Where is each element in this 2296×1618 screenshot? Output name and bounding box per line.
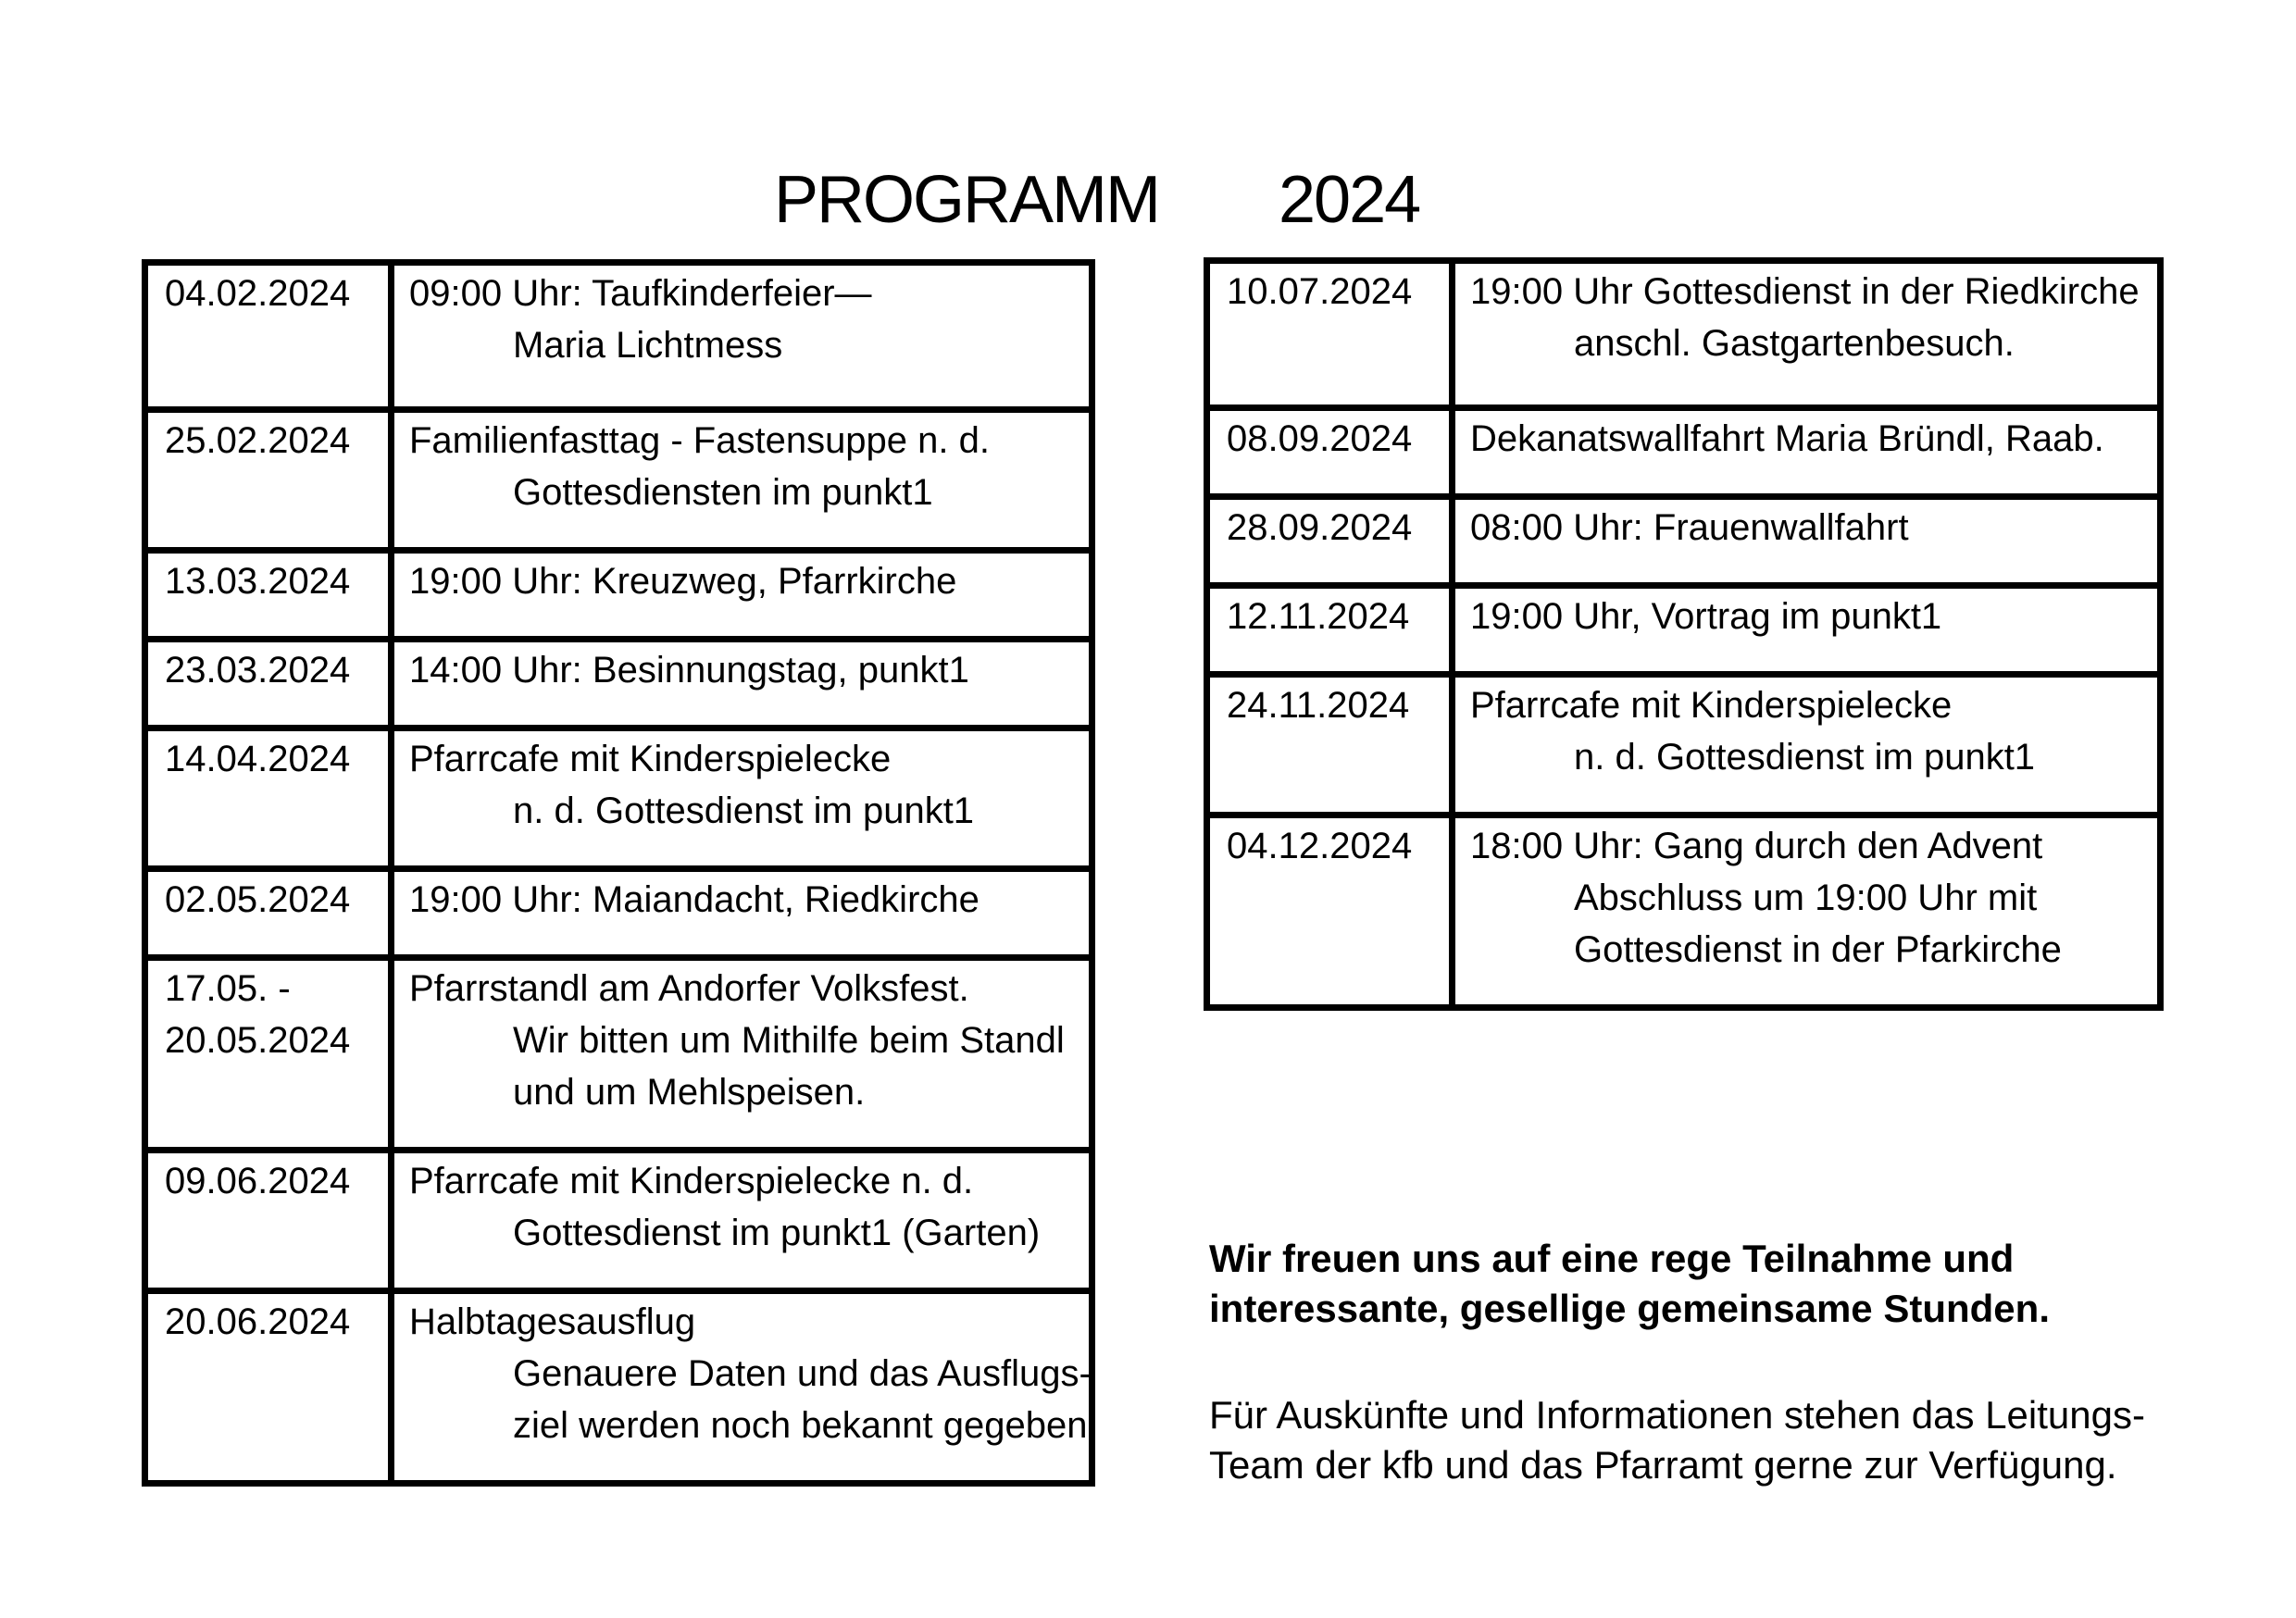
event-text: Wir bitten um Mithilfe beim Standl [513,1020,1065,1061]
date-cell [1210,264,1455,404]
event-cell [1455,500,2157,582]
date-text: 02.05.2024 [165,879,351,920]
event-text: anschl. Gastgartenbesuch. [1574,323,2015,364]
event-text: 19:00 Uhr: Maiandacht, Riedkirche [409,879,980,920]
schedule-table-first-half [142,259,1095,1487]
page-title-year: 2024 [1279,163,1420,237]
date-cell [148,961,394,1147]
date-text: 10.07.2024 [1227,271,1413,312]
date-text: 08.09.2024 [1227,418,1413,459]
event-cell [394,413,1089,547]
event-text: 19:00 Uhr: Kreuzweg, Pfarrkirche [409,561,957,602]
date-cell [148,266,394,406]
table-row [1210,264,2157,404]
event-cell [394,642,1089,725]
event-cell [394,872,1089,954]
event-text: Pfarrcafe mit Kinderspielecke n. d. [409,1161,974,1201]
date-text: 09.06.2024 [165,1161,351,1201]
event-text: 19:00 Uhr Gottesdienst in der Riedkirche [1470,271,2140,312]
date-cell [1210,411,1455,493]
event-text: Pfarrcafe mit Kinderspielecke [409,739,892,779]
date-text: 23.03.2024 [165,650,351,691]
date-text: 28.09.2024 [1227,507,1413,548]
date-text: 12.11.2024 [1227,596,1410,637]
event-text: 08:00 Uhr: Frauenwallfahrt [1470,507,1909,548]
event-text: und um Mehlspeisen. [513,1072,866,1113]
date-cell [1210,589,1455,671]
event-cell [394,266,1089,406]
event-cell [1455,411,2157,493]
paragraph-line: Wir freuen uns auf eine rege Teilnahme und [1209,1237,2015,1280]
date-text: 17.05. - [165,968,291,1009]
table-row [148,1147,1089,1288]
event-text: 18:00 Uhr: Gang durch den Advent [1470,826,2043,866]
date-cell [148,1153,394,1288]
table-row [148,266,1089,406]
table-row [1210,493,2157,582]
event-cell [1455,264,2157,404]
event-cell [394,731,1089,865]
closing-emphasis-paragraph [1209,1234,2265,1334]
event-cell [1455,678,2157,812]
date-cell [148,554,394,636]
event-text: ziel werden noch bekannt gegeben [513,1405,1088,1446]
date-cell [148,413,394,547]
date-text: 20.06.2024 [165,1301,351,1342]
date-text: 04.02.2024 [165,273,351,314]
date-text: 20.05.2024 [165,1020,351,1061]
event-text: 14:00 Uhr: Besinnungstag, punkt1 [409,650,969,691]
event-text: Gottesdienst im punkt1 (Garten) [513,1213,1041,1253]
event-text: Genauere Daten und das Ausflugs- [513,1353,1092,1394]
date-text: 14.04.2024 [165,739,351,779]
table-row [148,725,1089,865]
table-row [1210,671,2157,812]
table-row [148,954,1089,1147]
date-cell [1210,678,1455,812]
paragraph-line: Team der kfb und das Pfarramt gerne zur Verfügung. [1209,1443,2117,1487]
event-text: 09:00 Uhr: Taufkinderfeier— [409,273,872,314]
table-row [148,547,1089,636]
table-row [1210,404,2157,493]
event-cell [1455,818,2157,1004]
event-text: Pfarrcafe mit Kinderspielecke [1470,685,1953,726]
event-cell [394,1294,1099,1480]
event-text: Familienfasttag - Fastensuppe n. d. [409,420,990,461]
date-cell [148,642,394,725]
event-text: Abschluss um 19:00 Uhr mit [1574,877,2038,918]
event-text: n. d. Gottesdienst im punkt1 [1574,737,2036,778]
event-text: 19:00 Uhr, Vortrag im punkt1 [1470,596,1942,637]
paragraph-line: Für Auskünfte und Informationen stehen das Leitungs- [1209,1393,2145,1437]
event-cell [394,554,1089,636]
paragraph-line: interessante, gesellige gemeinsame Stunden. [1209,1287,2050,1330]
date-cell [1210,818,1455,1004]
table-row [1210,812,2157,1004]
schedule-table-second-half [1204,257,2164,1011]
page-title-program: PROGRAMM [774,163,1159,237]
event-text: Pfarrstandl am Andorfer Volksfest. [409,968,969,1009]
table-row [1210,582,2157,671]
event-text: Gottesdienst in der Pfarkirche [1574,929,2062,970]
event-cell [394,961,1089,1147]
table-row [148,865,1089,954]
event-text: Maria Lichtmess [513,325,783,366]
event-cell [394,1153,1089,1288]
date-text: 13.03.2024 [165,561,351,602]
event-text: Gottesdiensten im punkt1 [513,472,933,513]
date-text: 25.02.2024 [165,420,351,461]
table-row [148,1288,1092,1480]
date-cell [148,1294,394,1480]
event-text: Dekanatswallfahrt Maria Bründl, Raab. [1470,418,2104,459]
date-text: 04.12.2024 [1227,826,1413,866]
event-text: Halbtagesausflug [409,1301,696,1342]
event-text: n. d. Gottesdienst im punkt1 [513,790,975,831]
date-cell [1210,500,1455,582]
table-row [148,636,1089,725]
table-row [148,406,1089,547]
date-cell [148,731,394,865]
closing-info-paragraph [1209,1390,2265,1490]
page-title [774,163,1420,237]
event-cell [1455,589,2157,671]
date-cell [148,872,394,954]
date-text: 24.11.2024 [1227,685,1410,726]
